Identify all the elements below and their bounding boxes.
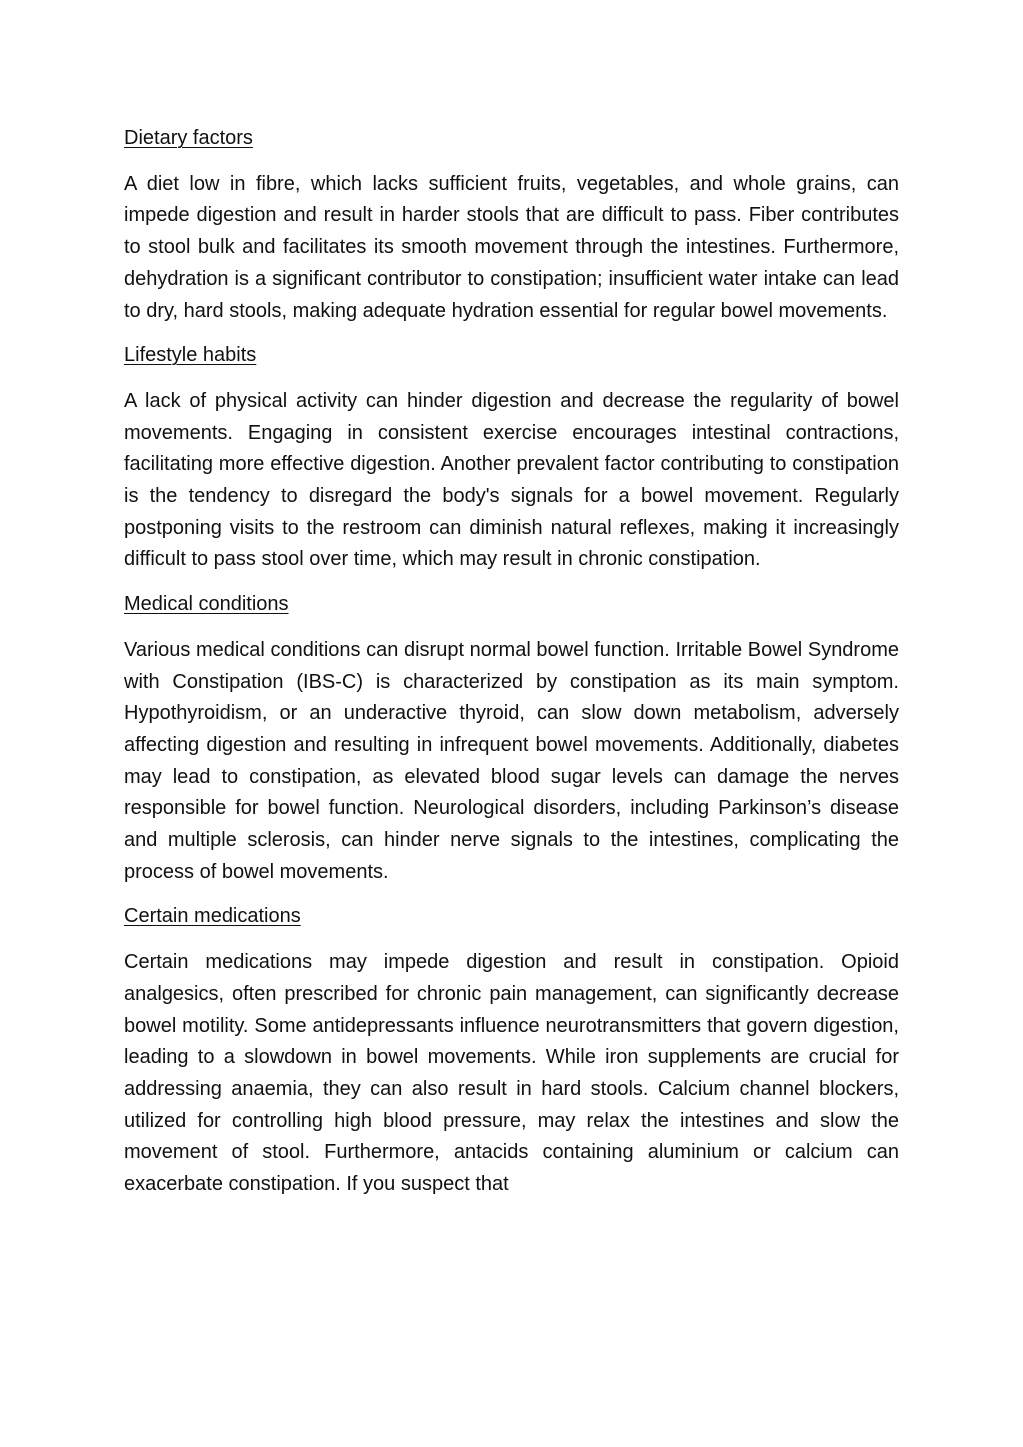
section-medical-conditions: [124, 589, 899, 888]
section-paragraph: A diet low in fibre, which lacks sufficient fruits, vegetables, and whole grains, can impede digestion and result in harder stools that are difficult to pass. Fiber contributes to stool bulk and facilitates its smooth movement through the intestines. Furthermore, dehydration is a significant contributor to constipation; insufficient water intake can lead to dry, hard stools, making adequate hydration essential for regular bowel movements.: [124, 172, 899, 322]
section-certain-medications: [124, 901, 899, 1200]
section-paragraph: Various medical conditions can disrupt normal bowel function. Irritable Bowel Syndrome with Constipation (IBS-C) is characterized by constipation as its main symptom. Hypothyroidism, or an underactive thyroid, can slow down metabolism, adversely affecting digestion and resulting in infrequent bowel movements. Additionally, diabetes may lead to constipation, as elevated blood sugar levels can damage the nerves responsible for bowel function. Neurological disorders, including Parkinson’s disease and multiple sclerosis, can hinder nerve signals to the intestines, complicating the process of bowel movements.: [124, 638, 899, 883]
section-dietary-factors: [124, 123, 899, 327]
section-heading: Certain medications: [124, 905, 301, 928]
section-paragraph: Certain medications may impede digestion and result in constipation. Opioid analgesics, often prescribed for chronic pain management, can significantly decrease bowel motility. Some antidepressants influence neurotransmitters that govern digestion, leading to a slowdown in bowel movements. While iron supplements are crucial for addressing anaemia, they can also result in hard stools. Calcium channel blockers, utilized for controlling high blood pressure, may relax the intestines and slow the movement of stool. Furthermore, antacids containing aluminium or calcium can exacerbate constipation. If you suspect that: [124, 951, 899, 1196]
document-page: [124, 123, 899, 1214]
section-heading: Dietary factors: [124, 127, 253, 149]
section-paragraph: A lack of physical activity can hinder digestion and decrease the regularity of bowel movements. Engaging in consistent exercise encourages intestinal contractions, facilitating more effective digestion. Another prevalent factor contributing to constipation is the tendency to disregard the body's signals for a bowel movement. Regularly postponing visits to the restroom can diminish natural reflexes, making it increasingly difficult to pass stool over time, which may result in chronic constipation.: [124, 389, 899, 571]
section-heading: Lifestyle habits: [124, 344, 257, 367]
section-heading: Medical conditions: [124, 593, 289, 616]
section-lifestyle-habits: [124, 340, 899, 576]
